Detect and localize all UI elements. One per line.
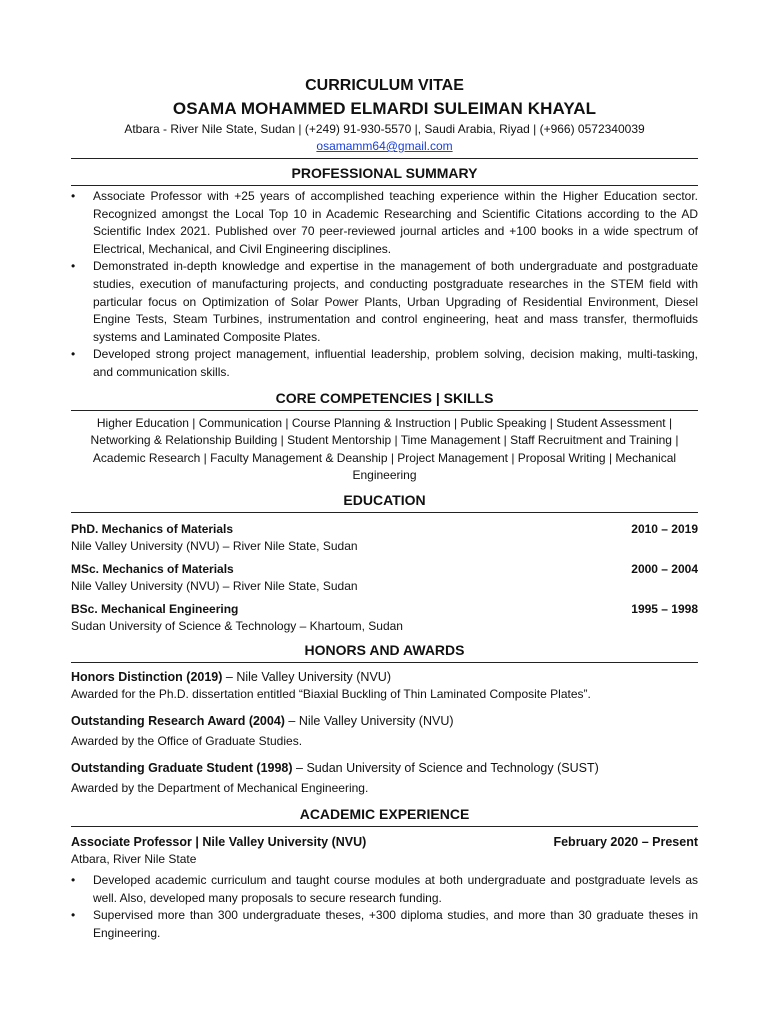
award-org: – Sudan University of Science and Technology (SUST) bbox=[292, 760, 599, 775]
summary-text: Associate Professor with +25 years of accomplished teaching experience within the Higher Education sector. Recognized amongst the Local Top 10 in Academic Researching and Scientific Citations according to the AD Scientific Index 2021. Published over 70 peer-reviewed journal articles and +100 books in a wide spectrum of Electrical, Mechanical, and Civil Engineering disciplines. bbox=[93, 189, 698, 256]
experience-heading: ACADEMIC EXPERIENCE bbox=[71, 804, 698, 827]
bullet-icon: • bbox=[71, 872, 76, 887]
candidate-name: OSAMA MOHAMMED ELMARDI SULEIMAN KHAYAL bbox=[172, 99, 597, 118]
degree-school: Nile Valley University (NVU) – River Nile State, Sudan bbox=[71, 578, 358, 593]
education-entry bbox=[71, 561, 698, 595]
list-item bbox=[71, 258, 698, 346]
award-org: – Nile Valley University (NVU) bbox=[222, 669, 391, 684]
contact-line: Atbara - River Nile State, Sudan | (+249) 91-930-5570 |, Saudi Arabia, Riyad | (+966) 0572340039 bbox=[124, 122, 645, 136]
job-bullets bbox=[71, 872, 698, 942]
list-item bbox=[71, 188, 698, 258]
award-entry bbox=[71, 712, 698, 750]
award-entry bbox=[71, 668, 698, 703]
job-location: Atbara, River Nile State bbox=[71, 851, 197, 866]
skills-text: Higher Education | Communication | Course Planning & Instruction | Public Speaking | Student Assessment | Networking & Relationship Building | Student Mentorship | Time Management | Staff Recruitment and Training | Academic Research | Faculty Management & Deanship | Project Management | Proposal Writing | Mechanical Engineering bbox=[90, 415, 679, 483]
job-role: Associate Professor | Nile Valley University (NVU) bbox=[71, 834, 367, 849]
degree-title: PhD. Mechanics of Materials bbox=[71, 521, 234, 536]
degree-years: 2010 – 2019 bbox=[631, 521, 698, 536]
education-entry bbox=[71, 601, 698, 635]
summary-text: Demonstrated in-depth knowledge and expertise in the management of both undergraduate and postgraduate studies, execution of manufacturing projects, and conducting postgraduate researches in the STEM field with particular focus on Optimization of Solar Power Plants, Urban Upgrading of Residential Environment, Diesel Engine Tests, Steam Turbines, instrumentation and control engineering, heat and mass transfer, thermofluids systems and Laminated Composite Plates. bbox=[93, 259, 698, 344]
degree-title: BSc. Mechanical Engineering bbox=[71, 601, 239, 616]
degree-years: 1995 – 1998 bbox=[631, 601, 698, 616]
award-title: Outstanding Research Award (2004) bbox=[71, 713, 285, 728]
award-description: Awarded by the Department of Mechanical Engineering. bbox=[71, 780, 369, 795]
honors-heading: HONORS AND AWARDS bbox=[71, 640, 698, 663]
job-bullet-text: Supervised more than 300 undergraduate theses, +300 diploma studies, and more than 30 graduate theses in Engineering. bbox=[93, 908, 698, 940]
degree-school: Sudan University of Science & Technology – Khartoum, Sudan bbox=[71, 618, 403, 633]
header-divider bbox=[71, 158, 698, 159]
award-description: Awarded by the Office of Graduate Studies. bbox=[71, 733, 303, 748]
competencies-heading: CORE COMPETENCIES | SKILLS bbox=[71, 388, 698, 411]
bullet-icon: • bbox=[71, 347, 76, 362]
bullet-icon: • bbox=[71, 908, 76, 923]
summary-text: Developed strong project management, influential leadership, problem solving, decision making, multi-tasking, and communication skills. bbox=[93, 347, 698, 379]
award-description: Awarded for the Ph.D. dissertation entitled “Biaxial Buckling of Thin Laminated Composite Plates”. bbox=[71, 686, 591, 701]
list-item bbox=[71, 872, 698, 907]
bullet-icon: • bbox=[71, 259, 76, 274]
summary-list bbox=[71, 188, 698, 382]
award-entry bbox=[71, 759, 698, 797]
job-bullet-text: Developed academic curriculum and taught course modules at both undergraduate and postgraduate levels as well. Also, developed many proposals to secure research funding. bbox=[93, 872, 698, 905]
education-entry bbox=[71, 521, 698, 555]
list-item bbox=[71, 346, 698, 381]
education-heading: EDUCATION bbox=[71, 490, 698, 513]
award-org: – Nile Valley University (NVU) bbox=[284, 713, 454, 728]
list-item bbox=[71, 907, 698, 942]
email-line bbox=[71, 138, 698, 155]
degree-years: 2000 – 2004 bbox=[631, 561, 698, 576]
summary-heading: PROFESSIONAL SUMMARY bbox=[71, 163, 698, 186]
email-link[interactable]: osamamm64@gmail.com bbox=[316, 139, 453, 153]
bullet-icon: • bbox=[71, 189, 76, 203]
job-header bbox=[71, 833, 698, 851]
job-dates: February 2020 – Present bbox=[553, 834, 698, 849]
document-title: CURRICULUM VITAE bbox=[305, 77, 464, 94]
degree-title: MSc. Mechanics of Materials bbox=[71, 561, 234, 576]
degree-school: Nile Valley University (NVU) – River Nile State, Sudan bbox=[71, 538, 358, 553]
award-title: Honors Distinction (2019) bbox=[71, 669, 223, 684]
award-title: Outstanding Graduate Student (1998) bbox=[71, 760, 293, 775]
